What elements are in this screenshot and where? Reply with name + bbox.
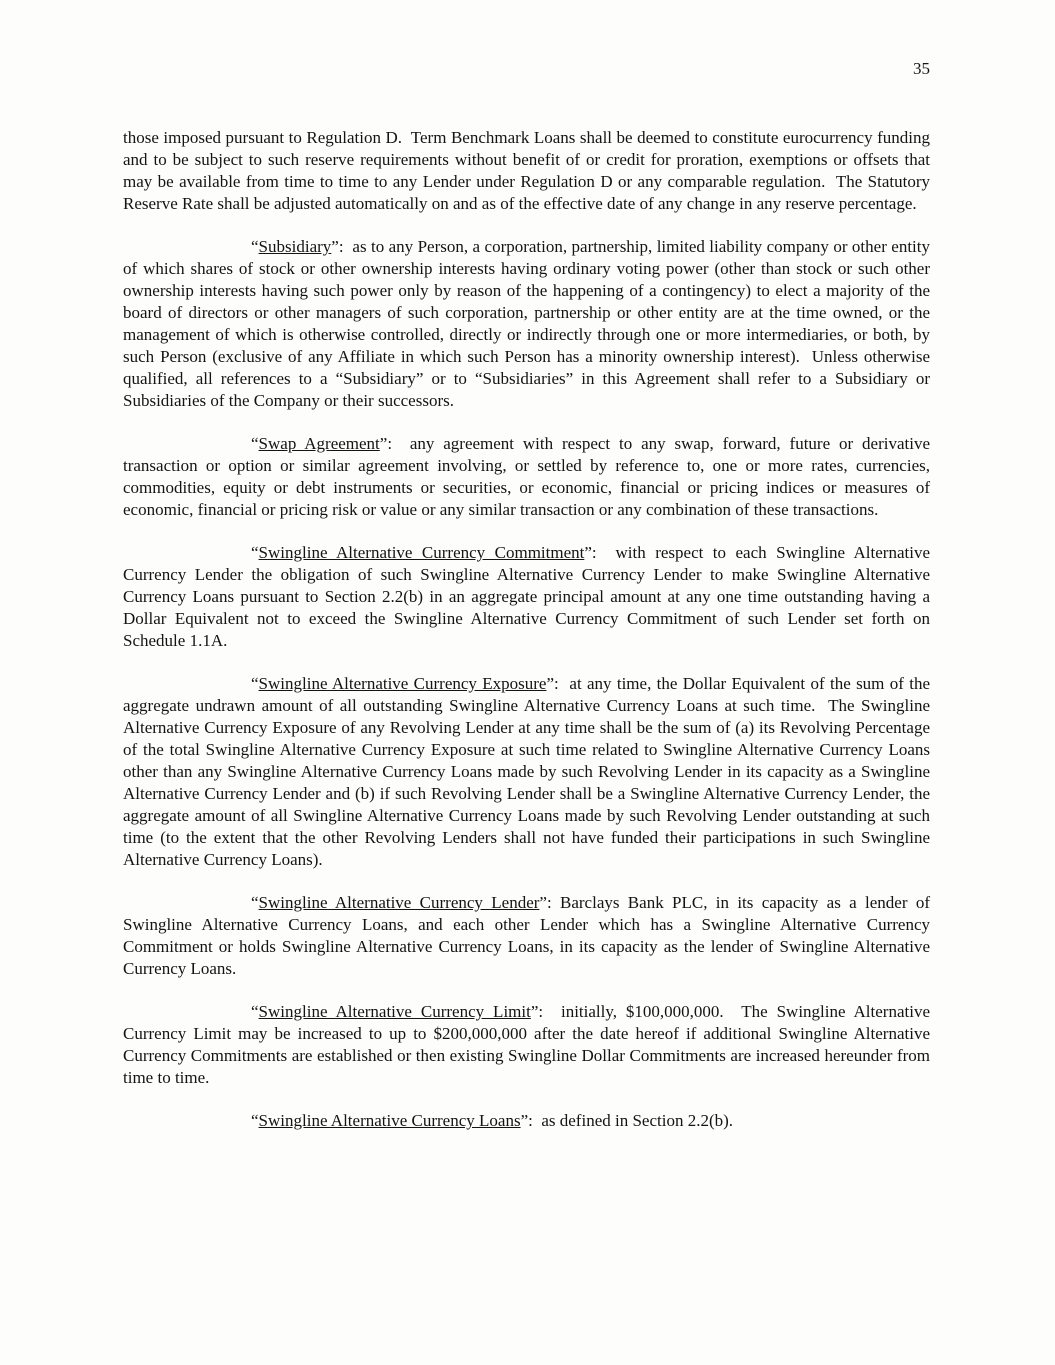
open-quote: “ xyxy=(251,1002,259,1021)
paragraph-definition-subsidiary xyxy=(123,236,935,412)
open-quote: “ xyxy=(251,674,259,693)
paragraph-body: ”: with respect to each Swingline Alternative Currency Lender the obligation of such Swingline Alternative Currency Lender to make Swingline Alternative Currency Loans pursuant to Section 2.2(b) in an aggregate principal amount at any one time outstanding having a Dollar Equivalent not to exceed the Swingline Alternative Currency Commitment of such Lender set forth on Schedule 1.1A. xyxy=(123,543,935,650)
open-quote: “ xyxy=(251,1111,259,1130)
page-number: 35 xyxy=(913,59,930,78)
defined-term-swap-agreement: Swap Agreement xyxy=(258,434,380,453)
open-quote: “ xyxy=(251,237,259,256)
defined-term-swingline-alternative-currency-loans: Swingline Alternative Currency Loans xyxy=(258,1111,521,1130)
open-quote: “ xyxy=(251,434,259,453)
paragraph-body: ”: initially, $100,000,000. The Swingline Alternative Currency Limit may be increased to up to $200,000,000 after the date hereof if additional Swingline Alternative Currency Commitments are established or then existing Swingline Dollar Commitments are increased hereunder from time to time. xyxy=(123,1002,935,1087)
document-content xyxy=(123,127,935,1153)
paragraph-body: ”: any agreement with respect to any swap, forward, future or derivative transaction or option or similar agreement involving, or settled by reference to, one or more rates, currencies, commodities, equity or debt instruments or securities, or economic, financial or pricing indices or measures of economic, financial or pricing risk or value or any similar transaction or any combination of these transactions. xyxy=(123,434,935,519)
paragraph-body: ”: Barclays Bank PLC, in its capacity as a lender of Swingline Alternative Currency Loans, and each other Lender which has a Swingline Alternative Currency Commitment or holds Swingline Alternative Currency Loans, in its capacity as the lender of Swingline Alternative Currency Loans. xyxy=(123,893,935,978)
defined-term-swingline-alternative-currency-exposure: Swingline Alternative Currency Exposure xyxy=(258,674,547,693)
paragraph-body: ”: as defined in Section 2.2(b). xyxy=(520,1111,734,1130)
paragraph-definition-swingline-alternative-currency-commitment xyxy=(123,542,935,652)
paragraph-regulation-d-continuation: those imposed pursuant to Regulation D. Term Benchmark Loans shall be deemed to constitute eurocurrency funding and to be subject to such reserve requirements without benefit of or credit for proration, exemptions or offsets that may be available from time to time to any Lender under Regulation D or any comparable regulation. The Statutory Reserve Rate shall be adjusted automatically on and as of the effective date of any change in any reserve percentage. xyxy=(123,128,935,213)
defined-term-swingline-alternative-currency-lender: Swingline Alternative Currency Lender xyxy=(258,893,540,912)
open-quote: “ xyxy=(251,543,259,562)
defined-term-swingline-alternative-currency-commitment: Swingline Alternative Currency Commitment xyxy=(258,543,585,562)
paragraph-definition-swingline-alternative-currency-exposure xyxy=(123,673,935,871)
paragraph-definition-swap-agreement xyxy=(123,433,935,521)
paragraph-definition-swingline-alternative-currency-loans xyxy=(123,1110,930,1132)
paragraph-definition-swingline-alternative-currency-limit xyxy=(123,1001,935,1089)
defined-term-subsidiary: Subsidiary xyxy=(258,237,332,256)
paragraph-definition-swingline-alternative-currency-lender xyxy=(123,892,935,980)
open-quote: “ xyxy=(251,893,259,912)
paragraph-body: ”: at any time, the Dollar Equivalent of the sum of the aggregate undrawn amount of all outstanding Swingline Alternative Currency Loans at such time. The Swingline Alternative Currency Exposure of any Revolving Lender at any time shall be the sum of (a) its Revolving Percentage of the total Swingline Alternative Currency Exposure at such time related to Swingline Alternative Currency Loans other than any Swingline Alternative Currency Loans made by such Revolving Lender in its capacity as a Swingline Alternative Currency Lender and (b) if such Revolving Lender shall be a Swingline Alternative Currency Lender, the aggregate amount of all Swingline Alternative Currency Loans made by such Revolving Lender outstanding at such time (to the extent that the other Revolving Lenders shall not have funded their participations in such Swingline Alternative Currency Loans). xyxy=(123,674,935,869)
paragraph-body: ”: as to any Person, a corporation, partnership, limited liability company or other entity of which shares of stock or other ownership interests having ordinary voting power (other than stock or such other ownership interests having such power only by reason of the happening of a contingency) to elect a majority of the board of directors or other managers of such corporation, partnership or other entity are at the time owned, or the management of which is otherwise controlled, directly or indirectly through one or more intermediaries, or both, by such Person (exclusive of any Affiliate in which such Person has a minority ownership interest). Unless otherwise qualified, all references to a “Subsidiary” or to “Subsidiaries” in this Agreement shall refer to a Subsidiary or Subsidiaries of the Company or their successors. xyxy=(123,237,935,410)
defined-term-swingline-alternative-currency-limit: Swingline Alternative Currency Limit xyxy=(258,1002,531,1021)
